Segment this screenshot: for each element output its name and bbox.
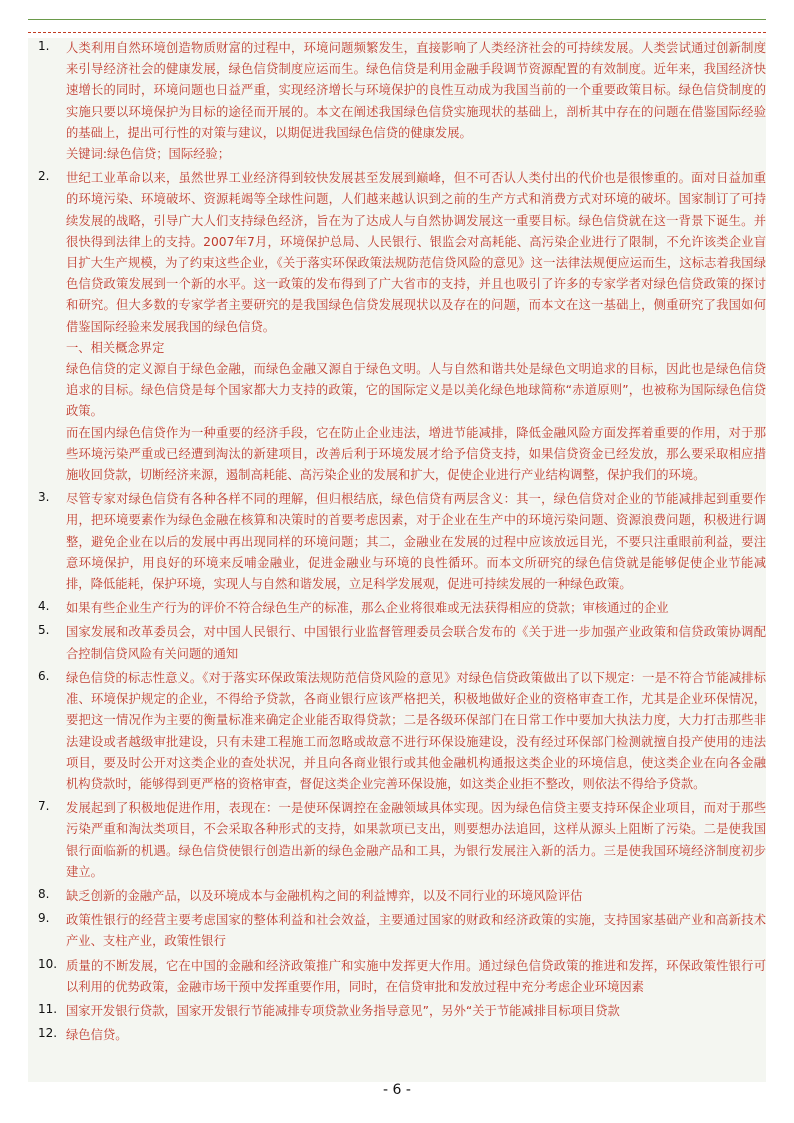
list-item [28,489,766,595]
item-paragraph: 人类利用自然环境创造物质财富的过程中，环境问题频繁发生，直接影响了人类经济社会的可持续发展。人类尝试通过创新制度来引导经济社会的健康发展，绿色信贷制度应运而生。绿色信贷是利用金融手段调节资源配置的有效制度。近年来，我国经济快速增长的同时，环境问题也日益严重，实现经济增长与环境保护的良性互动成为我国当前的一个重要政策目标。绿色信贷制度的实施只要以环境保护为目标的途径而开展的。本文在阐述我国绿色信贷实施现状的基础上，剖析其中存在的问题在借鉴国际经验的基础上，提出可行性的对策与建议，以期促进我国绿色信贷的健康发展。 [66,41,766,140]
item-number: 4. [38,599,50,614]
item-paragraph: 发展起到了积极地促进作用，表现在：一是使环保调控在金融领域具体实现。因为绿色信贷主要支持环保企业项目，而对于那些污染严重和淘汰类项目，不会采取各种形式的支持，如果款项已支出，则要想办法追回，这样从源头上阻断了污染。二是使我国银行面临新的机遇。绿色信贷使银行创造出新的绿色金融产品和工具，为银行发展注入新的活力。三是使我国环境经济制度初步建立。 [66,801,766,879]
list-item [28,886,766,907]
item-number: 11. [38,1001,58,1016]
item-paragraph: 质量的不断发展，它在中国的金融和经济政策推广和实施中发挥更大作用。通过绿色信贷政策的推进和发挥，环保政策性银行可以利用的优势政策，金融市场干预中发挥重要作用，同时，在信贷审批和发放过程中充分考虑企业环境因素 [66,958,766,994]
list-item [28,1025,766,1046]
list-item [28,1001,766,1022]
item-paragraph: 一、相关概念界定 [66,340,165,355]
header-dashed-rule [28,32,766,33]
item-paragraph: 国家发展和改革委员会，对中国人民银行、中国银行业监督管理委员会联合发布的《关于进一步加强产业政策和信贷政策协调配合控制信贷风险有关问题的通知 [66,625,766,661]
item-number: 9. [38,911,50,926]
item-paragraph: 而在国内绿色信贷作为一种重要的经济手段，它在防止企业违法，增进节能减排，降低金融风险方面发挥着重要的作用，对于那些环境污染严重或已经遭到淘汰的新建项目，改善后利于环境发展才给予信贷支持，如果信贷资金已经发放，那么要采取相应措施收回贷款，切断经济来源，遏制高耗能、高污染企业的发展和扩大，促使企业进行产业结构调整，保护我们的环境。 [66,425,766,483]
item-paragraph: 绿色信贷的标志性意义。《对于落实环保政策法规防范信贷风险的意见》对绿色信贷政策做出了以下规定：一是不符合节能减排标准、环境保护规定的企业，不得给予贷款，各商业银行应该严格把关，积极地做好企业的资格审查工作，尤其是企业环保情况，要把这一情况作为主要的衡量标准来确定企业能否取得贷款；二是各级环保部门在日常工作中要加大执法力度，大力打击那些非法建设或者越级审批建设，只有未建工程施工而忽略或故意不进行环保设施建设，没有经过环保部门检测就擅自投产使用的违法项目，要及时公开对这类企业的查处状况，并且向各商业银行或其他金融机构通报这类企业的环境信息，使这类企业在向各金融机构贷款时，能够得到更严格的资格审查，督促这类企业完善环保设施，如这类企业拒不整改，则依法不得给予贷款。 [66,670,766,791]
item-number: 3. [38,490,50,505]
item-paragraph: 如果有些企业生产行为的评价不符合绿色生产的标准，那么企业将很难或无法获得相应的贷款；审核通过的企业 [66,601,669,616]
item-number: 12. [38,1026,58,1041]
item-number: 1. [38,39,50,53]
item-number: 2. [38,169,50,184]
list-item [28,910,766,952]
header-rule [28,19,766,20]
item-paragraph: 政策性银行的经营主要考虑国家的整体利益和社会效益，主要通过国家的财政和经济政策的实施，支持国家基础产业和高新技术产业、支柱产业，政策性银行 [66,913,766,949]
endnote-list [28,38,766,1082]
item-paragraph: 尽管专家对绿色信贷有各种各样不同的理解，但归根结底，绿色信贷有两层含义：其一，绿色信贷对企业的节能减排起到重要作用，把环境要素作为绿色金融在核算和决策时的首要考虑因素，对于企业在生产中的环境污染问题、资源浪费问题，积极进行调整，避免企业在以后的发展中再出现同样的环境问题；其二，金融业在发展的过程中应该放远目光，不要只注重眼前利益，要注意环境保护，用良好的环境来反哺金融业，促进金融业与环境的良性循环。而本文所研究的绿色信贷就是能够促使企业节能减排，降低能耗，保护环境，实现人与自然和谐发展，立足科学发展观，促进可持续发展的一种绿色政策。 [66,492,766,592]
item-paragraph: 绿色信贷的定义源自于绿色金融，而绿色金融又源自于绿色文明。人与自然和谐共处是绿色文明追求的目标，因此也是绿色信贷追求的目标。绿色信贷是每个国家都大力支持的政策，它的国际定义是以美化绿色地球简称“赤道原则”，也被称为国际绿色信贷政策。 [66,362,766,419]
list-item [28,622,766,664]
list-item [28,956,766,998]
item-number: 8. [38,886,50,901]
item-paragraph: 世纪工业革命以来，虽然世界工业经济得到较快发展甚至发展到巅峰，但不可否认人类付出的代价也是很惨重的。面对日益加重的环境污染、环境破坏、资源耗竭等全球性问题，人们越来越认识到之前的生产方式和消费方式对环境的破坏。国家制订了可持续发展的战略，引导广大人们支持绿色经济，旨在为了达成人与自然协调发展这一重要目标。绿色信贷就在这一背景下诞生。并很快得到法律上的支持。2007年7月，环境保护总局、人民银行、银监会对高耗能、高污染企业进行了限制，不允许该类企业盲目扩大生产规模，为了约束这些企业，《关于落实环保政策法规防范信贷风险的意见》这一法律法规便应运而生，这标志着我国绿色信贷政策发展到一个新的水平。这一政策的发布得到了广大省市的支持，并且也吸引了许多的专家学者对绿色信贷政策的探讨和研究。但大多数的专家学者主要研究的是我国绿色信贷发展现状以及存在的问题，而本文在这一基础上，侧重研究了我国如何借鉴国际经验来发展我国的绿色信贷。 [66,171,766,334]
item-paragraph: 关键词:绿色信贷；国际经验； [66,147,231,162]
item-number: 7. [38,799,50,814]
list-item [28,168,766,486]
list-item [28,798,766,883]
page-number: - 6 - [383,1082,411,1098]
item-paragraph: 绿色信贷。 [66,1028,128,1043]
item-number: 5. [38,623,50,638]
item-number: 10. [38,956,58,971]
list-item [28,598,766,619]
list-item [28,668,766,795]
item-number: 6. [38,668,50,683]
item-paragraph: 国家开发银行贷款，国家开发银行节能减排专项贷款业务指导意见”，另外“关于节能减排目标项目贷款 [66,1003,620,1018]
list-item [28,38,766,165]
item-paragraph: 缺乏创新的金融产品，以及环境成本与金融机构之间的利益博弈，以及不同行业的环境风险评估 [66,888,583,903]
